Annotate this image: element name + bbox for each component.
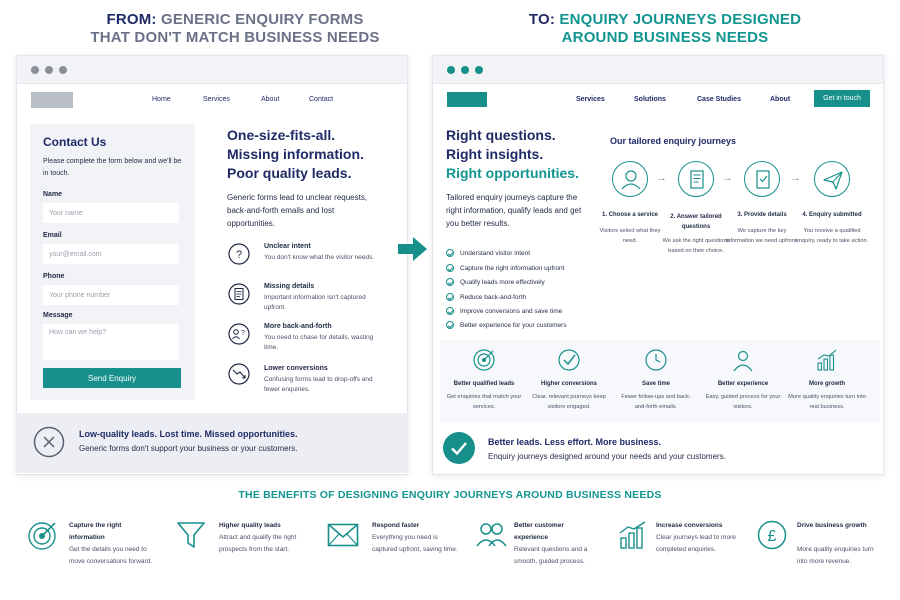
send-enquiry-button[interactable]: Send Enquiry bbox=[43, 368, 181, 388]
left-window-titlebar bbox=[17, 56, 407, 84]
benefit-title: Higher conversions bbox=[540, 381, 597, 387]
email-label: Email bbox=[43, 232, 62, 239]
right-paragraph: Tailored enquiry journeys capture the right information, qualify leads and get you better results. bbox=[446, 193, 582, 228]
window-dot bbox=[59, 66, 67, 74]
right-headline-text: Right opportunities. bbox=[446, 165, 579, 181]
window-dot bbox=[475, 66, 483, 74]
user-icon bbox=[612, 161, 648, 197]
message-field[interactable]: How can we help? bbox=[43, 324, 179, 360]
nav-about[interactable]: About bbox=[261, 96, 280, 103]
benefit-item-text: Relevant questions and a smooth, guided process. bbox=[514, 546, 588, 565]
left-headline-prefix: FROM: bbox=[106, 11, 157, 28]
bar-chart-icon bbox=[618, 520, 648, 550]
clock-icon bbox=[644, 348, 668, 372]
checklist-text: Improve conversions and save time bbox=[460, 307, 563, 315]
journeys-title: Our tailored enquiry journeys bbox=[610, 136, 737, 146]
svg-text:?: ? bbox=[235, 249, 243, 261]
checklist-item bbox=[446, 293, 526, 301]
checklist-item bbox=[446, 278, 545, 286]
person-icon bbox=[731, 348, 755, 372]
benefit-text: Get enquiries that match your services. bbox=[446, 394, 522, 410]
right-headline-text: Right questions. bbox=[446, 127, 556, 143]
check-icon bbox=[446, 307, 454, 315]
benefit-text: Clear, relevant journeys keep visitors engaged. bbox=[532, 394, 606, 410]
target-icon bbox=[27, 519, 59, 551]
right-footer-title: Better leads. Less effort. More business. bbox=[488, 437, 662, 447]
benefit-item-title: Better customer experience bbox=[514, 522, 564, 541]
benefit-item-text: More quality enquiries turn into more revenue. bbox=[797, 546, 874, 565]
nav-solutions[interactable]: Solutions bbox=[634, 96, 666, 103]
step-title: 1. Choose a service bbox=[601, 212, 659, 218]
benefit-item-title: Higher quality leads bbox=[219, 522, 281, 529]
right-headline-line1: ENQUIRY JOURNEYS DESIGNED bbox=[559, 11, 802, 28]
issue-title: More back-and-forth bbox=[264, 323, 332, 330]
benefit-text: Easy, guided process for your visitors. bbox=[705, 394, 781, 410]
benefit-item-text: Everything you need is captured upfront, saving time. bbox=[372, 534, 458, 553]
issue-title: Unclear intent bbox=[264, 243, 311, 250]
check-icon bbox=[446, 321, 454, 329]
check-icon bbox=[446, 249, 454, 257]
right-headline bbox=[470, 11, 860, 47]
window-dot bbox=[447, 66, 455, 74]
phone-label: Phone bbox=[43, 273, 65, 280]
left-headline-text: One-size-fits-all. bbox=[227, 127, 336, 143]
success-check-icon bbox=[443, 432, 475, 464]
phone-field[interactable]: Your phone number bbox=[43, 285, 179, 305]
check-icon bbox=[446, 293, 454, 301]
left-problem-headline bbox=[227, 126, 397, 183]
benefit-item-title: Respond faster bbox=[372, 522, 420, 529]
benefit-item-text: Attract and qualify the right prospects from the start. bbox=[219, 534, 297, 553]
checklist-item bbox=[446, 249, 530, 257]
form-subtitle: Please complete the form below and we'll be in touch. bbox=[43, 158, 182, 177]
left-headline-line2: THAT DON'T MATCH BUSINESS NEEDS bbox=[90, 29, 380, 46]
issue-title: Lower conversions bbox=[264, 365, 328, 372]
benefit-title: Better experience bbox=[717, 381, 769, 387]
nav-services[interactable]: Services bbox=[576, 96, 605, 103]
checklist-item bbox=[446, 321, 567, 329]
clipboard-check-icon bbox=[744, 161, 780, 197]
left-footer-text: Generic forms don't support your business or your customers. bbox=[79, 444, 298, 453]
form-title: Contact Us bbox=[43, 135, 107, 149]
trend-down-icon bbox=[228, 363, 250, 385]
step-title: 2. Answer tailored questions bbox=[670, 214, 722, 230]
nav-home[interactable]: Home bbox=[152, 96, 171, 103]
issue-text: You don't know what the visitor needs. bbox=[264, 254, 375, 261]
step-text: Visitors select what they need. bbox=[599, 228, 661, 244]
name-label: Name bbox=[43, 191, 63, 198]
svg-text:?: ? bbox=[241, 330, 245, 337]
check-icon bbox=[446, 278, 454, 286]
issue-title: Missing details bbox=[264, 283, 315, 290]
funnel-icon bbox=[176, 520, 206, 550]
benefit-text: More quality enquiries turn into real business. bbox=[788, 394, 866, 410]
nav-about[interactable]: About bbox=[770, 96, 791, 103]
benefit-item-title: Capture the right information bbox=[69, 522, 122, 541]
benefit-item-title: Increase conversions bbox=[656, 522, 723, 529]
checklist-text: Reduce back-and-forth bbox=[460, 293, 527, 301]
checklist-item bbox=[446, 264, 564, 272]
right-logo-placeholder[interactable] bbox=[447, 92, 487, 107]
right-window-titlebar bbox=[433, 56, 883, 84]
nav-contact[interactable]: Contact bbox=[309, 96, 334, 103]
nav-case-studies[interactable]: Case Studies bbox=[697, 96, 741, 103]
left-logo-placeholder[interactable] bbox=[31, 92, 73, 108]
checklist-text: Understand visitor intent bbox=[460, 249, 531, 257]
right-footer-text: Enquiry journeys designed around your needs and your customers. bbox=[488, 452, 726, 461]
nav-services[interactable]: Services bbox=[203, 96, 230, 103]
transition-arrow-icon bbox=[398, 236, 428, 262]
step-text: You receive a qualified enquiry, ready to take action. bbox=[795, 228, 869, 244]
check-icon bbox=[446, 264, 454, 272]
paper-plane-icon bbox=[814, 161, 850, 197]
benefit-item-title: Drive business growth bbox=[797, 522, 867, 529]
people-question-icon bbox=[228, 323, 250, 345]
left-headline-line1: GENERIC ENQUIRY FORMS bbox=[160, 11, 364, 28]
users-icon bbox=[475, 520, 507, 550]
arrow-right-icon: → bbox=[790, 172, 801, 184]
benefit-title: Save time bbox=[641, 381, 671, 387]
arrow-right-icon: → bbox=[656, 172, 667, 184]
pound-icon bbox=[757, 520, 787, 550]
close-circle-icon bbox=[33, 426, 65, 458]
document-icon bbox=[228, 283, 250, 305]
right-headline-prefix: TO: bbox=[528, 11, 556, 28]
bar-growth-icon bbox=[815, 348, 839, 372]
right-solution-headline bbox=[446, 126, 596, 183]
step-title: 4. Enquiry submitted bbox=[802, 212, 862, 218]
benefit-title: More growth bbox=[809, 381, 845, 387]
benefit-item-text: Clear journeys lead to more completed enquiries. bbox=[656, 534, 736, 553]
issue-text: Confusing forms lead to drop-offs and fewer enquiries. bbox=[264, 376, 373, 393]
left-headline-text: Poor quality leads. bbox=[227, 165, 352, 181]
window-dot bbox=[45, 66, 53, 74]
issue-text: Important information isn't captured upfront. bbox=[264, 294, 366, 311]
right-headline-line2: AROUND BUSINESS NEEDS bbox=[561, 29, 769, 46]
window-dot bbox=[31, 66, 39, 74]
question-icon bbox=[228, 243, 250, 265]
benefits-section-title: THE BENEFITS OF DESIGNING ENQUIRY JOURNEYS AROUND BUSINESS NEEDS bbox=[238, 489, 662, 501]
left-footer-band bbox=[16, 413, 408, 473]
target-icon bbox=[472, 348, 496, 372]
step-title: 3. Provide details bbox=[737, 212, 787, 218]
name-field[interactable]: Your name bbox=[43, 203, 179, 223]
benefit-item-text: Get the details you need to move conversations forward. bbox=[69, 546, 153, 565]
checklist-text: Capture the right information upfront bbox=[460, 264, 565, 272]
check-circle-icon bbox=[557, 348, 581, 372]
right-headline-text: Right insights. bbox=[446, 146, 544, 162]
benefit-text: Fewer follow-ups and back-and-forth emails. bbox=[621, 394, 691, 410]
checklist-text: Qualify leads more effectively bbox=[460, 278, 545, 286]
checklist-item bbox=[446, 307, 562, 315]
window-dot bbox=[461, 66, 469, 74]
questionnaire-icon bbox=[678, 161, 714, 197]
left-footer-title: Low-quality leads. Lost time. Missed opportunities. bbox=[79, 429, 298, 439]
left-headline-text: Missing information. bbox=[227, 146, 364, 162]
left-headline bbox=[40, 11, 430, 47]
step-text: We capture the key information we need upfront. bbox=[725, 228, 799, 244]
envelope-icon bbox=[327, 523, 359, 547]
benefit-title: Better qualified leads bbox=[453, 381, 515, 387]
svg-text:£: £ bbox=[767, 528, 777, 545]
message-label: Message bbox=[43, 312, 73, 319]
email-field[interactable]: your@email.com bbox=[43, 244, 179, 264]
arrow-right-icon: → bbox=[722, 172, 733, 184]
left-paragraph: Generic forms lead to unclear requests, back-and-forth emails and lost opportunities. bbox=[227, 193, 368, 228]
step-text: We ask the right questions based on their choice. bbox=[662, 238, 730, 254]
issue-text: You need to chase for details, wasting time. bbox=[264, 334, 374, 351]
checklist-text: Better experience for your customers bbox=[460, 321, 567, 329]
get-in-touch-button[interactable]: Get in touch bbox=[814, 90, 870, 107]
